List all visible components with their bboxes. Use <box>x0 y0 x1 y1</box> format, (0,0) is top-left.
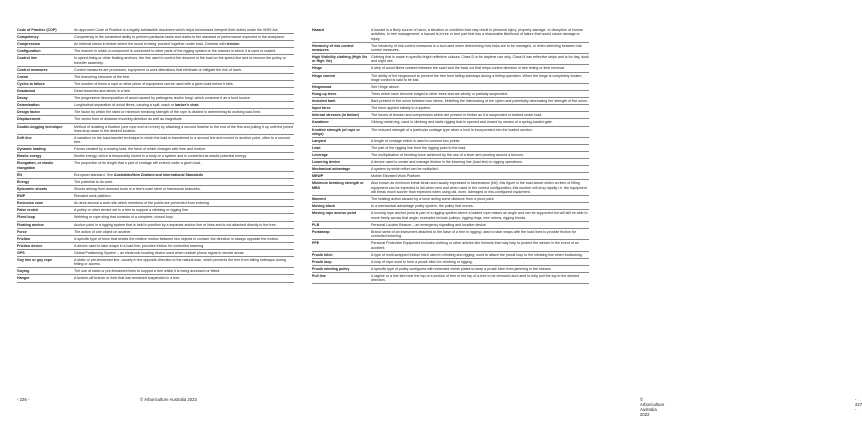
definition-text: A device used to create and manage friction in the lowering line (load line) in rigging operations. <box>371 160 523 165</box>
glossary-definition <box>74 269 294 273</box>
glossary-definition <box>74 96 294 100</box>
glossary-row <box>17 160 294 171</box>
glossary-definition <box>74 258 294 267</box>
glossary-term: Hinge <box>312 66 322 71</box>
glossary-row <box>312 84 589 91</box>
definition-text: An approved Code of Practice is a legally admissible document which helps businesses interpret their duties under the WHS Act. <box>74 28 279 32</box>
glossary-term: EWP <box>17 194 26 199</box>
definition-text: An internal stress in timber where the wood is being 'pushed' together under load. Contrast with <box>74 42 226 47</box>
definition-text: A specific type of force that resists the relative motion between two objects in contact; the direction is always opposite the motion. <box>74 236 280 241</box>
glossary-term: Hung-up trees <box>312 92 337 97</box>
definition-emphasis: tension <box>226 42 240 47</box>
glossary-term: Moment <box>312 197 326 202</box>
glossary-row <box>17 186 294 193</box>
glossary-row <box>312 273 589 284</box>
glossary-row <box>312 105 589 112</box>
glossary-row <box>17 81 294 88</box>
definition-text: The vector form of distance involving direction as well as magnitude. <box>74 117 183 122</box>
glossary-term: Energy <box>17 179 30 184</box>
glossary-table-left <box>17 27 294 283</box>
glossary-definition <box>371 85 589 89</box>
glossary-row <box>312 145 589 152</box>
glossary-row <box>312 173 589 180</box>
left-page <box>0 0 300 424</box>
glossary-row <box>17 34 294 41</box>
glossary-term: Input force <box>312 106 331 111</box>
glossary-term: Fixed loop <box>17 215 35 220</box>
definition-text: The progressive decomposition of wood caused by pathogens and/or fungi, which consume it as a food source. <box>74 96 251 101</box>
glossary-definition <box>74 68 294 72</box>
glossary-definition <box>74 136 294 145</box>
definition-text: Dead branches and stems in a tree. <box>74 89 131 94</box>
glossary-row <box>312 196 589 203</box>
definition-text: Longitudinal separation of wood fibres, causing a split, crack or <box>74 103 175 108</box>
glossary-definition <box>74 251 294 255</box>
glossary-definition <box>74 215 294 219</box>
glossary-term: Prusik minding pulley <box>312 266 350 271</box>
glossary-term: Epicormic shoots <box>17 187 48 192</box>
glossary-definition <box>371 120 589 124</box>
glossary-row <box>312 259 589 266</box>
glossary-definition <box>74 187 294 191</box>
glossary-row <box>17 229 294 236</box>
definition-text: A tagline or a line tied near the top of a section of tree or the top of a tree to be removed and used to help pull the top in the desired direction. <box>371 273 580 283</box>
glossary-row <box>312 73 589 84</box>
glossary-row <box>17 207 294 214</box>
glossary-term: Control measures <box>17 67 48 72</box>
copyright-right: © Arboriculture Australia 2022 <box>640 397 665 417</box>
definition-text: Bark present in the union between two stems, inhibiting the interlocking of the xylem and potentially decreasing the strength of the union. <box>371 99 588 104</box>
definition-text: The proportion of its length that a part of cordage will extend under a given load. <box>74 161 202 166</box>
glossary-term: Decay <box>17 96 28 101</box>
glossary-row <box>17 48 294 55</box>
glossary-row <box>17 179 294 186</box>
glossary-term: PLB <box>312 222 320 227</box>
glossary-row <box>312 166 589 173</box>
glossary-term: Minimum breaking strength or MBS <box>312 181 364 190</box>
glossary-row <box>17 172 294 179</box>
definition-text: Kinetic energy, which is temporarily stored in a body or a system and is converted as elastic potential energy. <box>74 154 247 159</box>
glossary-term: Double-begging technique <box>17 124 63 129</box>
glossary-term: Compression <box>17 42 40 47</box>
definition-text: The potential to do work. <box>74 179 114 184</box>
glossary-row <box>17 193 294 200</box>
glossary-row <box>312 229 589 240</box>
glossary-row <box>312 138 589 145</box>
glossary-definition <box>74 147 294 151</box>
glossary-term: Competency <box>17 35 39 40</box>
glossary-row <box>17 55 294 66</box>
glossary-row <box>17 243 294 250</box>
glossary-row <box>312 112 589 119</box>
glossary-term: Leverage <box>312 153 328 158</box>
definition-text: The number of times a rope or other piece of equipment can be used with a given load before it fails. <box>74 81 234 86</box>
glossary-definition <box>74 276 294 280</box>
definition-text: A broken-off branch or limb that has remained suspended in a tree. <box>74 276 181 281</box>
glossary-term: Cycles to failure <box>17 81 45 86</box>
glossary-term: Guy line or guy rope <box>17 258 52 262</box>
glossary-definition <box>74 89 294 93</box>
glossary-definition <box>371 241 589 250</box>
definition-text: In a mechanical advantage pulley system, the pulley that moves. <box>371 204 474 209</box>
glossary-definition <box>74 201 294 205</box>
glossary-definition <box>371 99 589 103</box>
definition-text: A system by which effort can be multiplied. <box>371 167 439 172</box>
glossary-term: PPE <box>312 241 320 246</box>
glossary-row <box>17 236 294 243</box>
glossary-term: Force <box>17 229 27 234</box>
glossary-row <box>17 214 294 221</box>
glossary-term: Control line <box>17 56 37 61</box>
glossary-definition <box>74 75 294 79</box>
glossary-term: Elongation, or elastic elongation <box>17 161 54 170</box>
definition-text: A pulley or other device set in a tree to support a climbing or rigging line. <box>74 208 189 213</box>
glossary-table-right <box>312 27 589 284</box>
definition-text: A type of multi-wrapped friction hitch used in climbing and rigging; used to attach the prusik loop to the climbing line when footlocking. <box>371 252 583 257</box>
glossary-row <box>17 88 294 95</box>
definition-text: Control measures are processes, equipment or work alterations that eliminate or mitigate the risk of harm. <box>74 67 242 72</box>
glossary-term: Configuration <box>17 49 41 54</box>
glossary-definition <box>74 154 294 158</box>
definition-text: Method of isolating a flowline (one rope end on a tree) by attaching a second flowline to the end of the first and pulling it up until the joined lines drop down in the desired location. <box>74 124 293 133</box>
glossary-definition <box>74 42 294 46</box>
glossary-definition <box>371 274 589 283</box>
glossary-term: GPS <box>17 250 25 255</box>
glossary-definition <box>371 74 589 83</box>
glossary-term: Elastic energy <box>17 154 42 159</box>
glossary-definition <box>371 160 589 164</box>
definition-text: Oblong metal ring, used in climbing and static rigging that is opened and closed by means of a spring-loaded gate. <box>371 120 553 125</box>
glossary-definition <box>371 44 589 53</box>
definition-text: A device used to take wraps in a load line; provides friction for controlled lowering. <box>74 243 205 248</box>
glossary-term: Delamination <box>17 103 40 108</box>
glossary-definition <box>371 66 589 70</box>
definition-text: A variation on the load-transfer technique in which the load is transferred to a second line and moved to another point, often to a second tree. <box>74 135 290 145</box>
glossary-term: Hingewood <box>312 84 332 89</box>
glossary-row <box>17 41 294 48</box>
definition-text: A specific type of pulley configured with extended cheek plates to keep a prusik hitch from jamming in the sheave. <box>371 266 552 271</box>
definition-text: Personal Locator Beacon – an emergency signalling and location device. <box>371 222 487 227</box>
glossary-definition <box>371 167 589 171</box>
glossary-definition <box>371 55 589 64</box>
definition-text: Forces created by a moving load, the force of which changes with time and motion. <box>74 147 206 152</box>
glossary-definition <box>74 49 294 53</box>
page-number-left: - 226 - <box>17 397 30 402</box>
definition-text: A hazard is a likely source of harm; a situation or condition that may result in personal injury, property damage, or disruption of human activities. In tree management, a hazard is a tree or tree part that has a reasonable likelihood of failure that would cause damage or injury. <box>371 28 584 41</box>
definition-text: The reduced strength of a particular cordage type when a knot is incorporated into the loaded section. <box>371 127 533 132</box>
glossary-definition <box>74 180 294 184</box>
glossary-row <box>312 210 589 221</box>
definition-text: A loop of rope used to form a prusik hitch for climbing or rigging. <box>371 259 473 264</box>
glossary-definition <box>74 223 294 227</box>
glossary-row <box>17 95 294 102</box>
glossary-term: Code of Practice (COP) <box>17 28 57 32</box>
glossary-term: Moving block <box>312 204 335 209</box>
glossary-term: Hierarchy of risk control measures <box>312 43 354 52</box>
glossary-term: Lead <box>312 146 321 150</box>
glossary-term: Hanger <box>17 276 30 281</box>
definition-text: The twisting action caused by a force acting some distance from a pivot point. <box>371 197 495 202</box>
definition-text: The hierarchy of risk control measures is a tool used when determining how risks are to be managed, or when selecting between risk control measures. <box>371 43 582 52</box>
glossary-row <box>312 127 589 138</box>
definition-text: A moving rope anchor point is part of a rigging system where a loaded rope makes an angle and can be supported but will still be able to move freely across that angle; examples include pulleys, rigging rings, tree unions, rigging blocks. <box>371 211 588 220</box>
definition-emphasis: Australian/New Zealand and International Standards <box>113 172 204 177</box>
glossary-definition <box>371 197 589 201</box>
glossary-definition <box>74 103 294 107</box>
glossary-row <box>17 27 294 34</box>
definition-text: In speed-lining or other floating anchors, the line used to control the descent of the load on the speed-line and to remove the pulley or traveller assembly. <box>74 56 286 65</box>
glossary-term: Prusik loop <box>312 259 332 264</box>
glossary-term: Prusik hitch <box>312 252 333 257</box>
glossary-term: Hazard <box>312 28 324 32</box>
glossary-definition <box>371 106 589 110</box>
glossary-definition <box>74 56 294 65</box>
glossary-term: Guying <box>17 269 30 274</box>
glossary-row <box>17 102 294 109</box>
glossary-definition <box>74 230 294 234</box>
glossary-definition <box>371 28 589 41</box>
definition-text: See Hinge above. <box>371 84 400 89</box>
definition-text: Brand name of an instrument attached to the base of a tree in rigging; used to take wraps with the load lines to provide friction for controlled lowering. <box>371 229 576 239</box>
glossary-row <box>17 146 294 153</box>
glossary-definition <box>371 204 589 208</box>
glossary-row <box>312 54 589 65</box>
right-page <box>300 0 862 424</box>
glossary-definition <box>74 35 294 39</box>
glossary-term: Included bark <box>312 99 336 104</box>
glossary-definition <box>371 267 589 271</box>
glossary-term: Design factor <box>17 110 40 115</box>
glossary-definition <box>371 113 589 117</box>
glossary-term: MEWP <box>312 174 324 179</box>
glossary-term: Crown <box>17 74 29 79</box>
glossary-row <box>17 135 294 146</box>
glossary-definition <box>371 153 589 157</box>
glossary-definition <box>74 173 294 177</box>
glossary-row <box>17 74 294 81</box>
glossary-term: Pull line <box>312 273 326 278</box>
glossary-row <box>17 116 294 123</box>
glossary-term: Knotted strength (of rope or slings) <box>312 127 360 136</box>
glossary-definition <box>371 211 589 220</box>
glossary-definition <box>371 260 589 264</box>
definition-text: Webbing or rope sling that consists of a complete, closed loop. <box>74 215 174 220</box>
definition-text: Competency is the consistent ability to perform particular tasks and duties to the standard of performance expected in the workplace. <box>74 35 285 40</box>
glossary-definition <box>371 174 589 178</box>
glossary-term: Friction device <box>17 243 43 248</box>
glossary-definition <box>74 194 294 198</box>
glossary-row <box>17 275 294 282</box>
definition-text: The action of one object on another. <box>74 229 132 234</box>
glossary-definition <box>371 139 589 143</box>
glossary-row <box>17 124 294 135</box>
glossary-row <box>17 250 294 257</box>
glossary-row <box>17 109 294 116</box>
glossary-term: Friction <box>17 236 31 241</box>
glossary-definition <box>371 181 589 194</box>
definition-text: Global Positioning System – an electronic locating device used when outside phone signal in remote areas. <box>74 250 245 255</box>
definition-text: A length of cordage which is used to connect two points. <box>371 138 461 143</box>
definition-text: A static or pre-tensioned line, usually in the opposite direction to the natural lean, which prevents the tree from falling sideways during felling or access. <box>74 258 286 267</box>
glossary-row <box>312 65 589 72</box>
glossary-definition <box>74 125 294 134</box>
definition-text: The branching structure of the tree. <box>74 74 131 79</box>
glossary-row <box>312 252 589 259</box>
glossary-term: Moving rope anchor point <box>312 211 357 216</box>
glossary-row <box>312 203 589 210</box>
definition-text: A strip of wood fibres created between the scarf and the back cut that helps control direction in tree felling or limb removal. <box>371 66 565 71</box>
definition-text: The force applied initially to a system. <box>371 106 431 111</box>
definition-text: Elevated work platform. <box>74 194 112 199</box>
glossary-definition <box>74 117 294 121</box>
glossary-definition <box>74 82 294 86</box>
glossary-definition <box>74 237 294 241</box>
glossary-term: Drift line <box>17 135 32 140</box>
definition-text: Also known as minimum break strain and usually expressed in kilonewtons (kN), this figure is the load above which an item of lifting equipment can be expected to fail when new and when used in the correct configuration; this number will drop rapidly i.e. the equipment will break much sooner than expected when using old, worn, damaged or mis-configured equipment. <box>371 181 587 195</box>
glossary-definition <box>74 161 294 165</box>
definition-text: Trees which have become lodged in other trees and are wholly or partially suspended. <box>371 92 508 97</box>
definition-text: Clothing that is made in specific bright reflective colours. Class D is for daytime use only, Class N has reflective strips and is for day, dusk and night use. <box>371 55 589 64</box>
glossary-row <box>312 159 589 166</box>
glossary-row <box>17 257 294 268</box>
glossary-definition <box>371 253 589 257</box>
glossary-row <box>312 180 589 196</box>
glossary-row <box>312 98 589 105</box>
glossary-row <box>17 268 294 275</box>
glossary-row <box>312 222 589 229</box>
glossary-row <box>312 43 589 54</box>
glossary-term: Karabiner <box>312 120 329 125</box>
definition-text: The part of the rigging line from the rigging point to the load. <box>371 146 467 150</box>
glossary-term: Lowering device <box>312 160 341 165</box>
glossary-definition <box>371 128 589 132</box>
glossary-row <box>312 119 589 126</box>
glossary-term: Mechanical advantage <box>312 167 351 172</box>
glossary-definition <box>74 28 294 32</box>
glossary-row <box>17 67 294 74</box>
definition-text: The multiplication of bending force achieved by the use of a lever arm pivoting around a fulcrum. <box>371 153 525 158</box>
definition-text: Shoots arising from dormant buds in a tree's main stem or framework branches. <box>74 187 201 192</box>
glossary-term: Hinge control <box>312 73 336 78</box>
glossary-term: High Visibility clothing (High Vis or High Viz) <box>312 55 368 64</box>
glossary-term: Internal stresses (in timber) <box>312 113 360 118</box>
glossary-definition <box>371 223 589 227</box>
definition-text: The forces of tension and compression which are present in timber as it is suspended or twisted under load. <box>371 113 543 118</box>
glossary-term: Exclusion zone <box>17 201 44 206</box>
glossary-definition <box>371 146 589 150</box>
definition-text: The use of static or pre-tensioned lines to support a tree whilst it is being accessed or felled. <box>74 269 221 274</box>
glossary-term: Displacement <box>17 117 41 122</box>
glossary-term: Dynamic loading <box>17 147 46 152</box>
glossary-term: Floating anchor <box>17 222 44 227</box>
definition-text: The factor by which the rated or minimum breaking strength of the rope is divided in determining its working load limit. <box>74 110 261 115</box>
glossary-row <box>17 200 294 207</box>
definition-text: An area around a work site which members of the public are prevented from entering. <box>74 201 210 206</box>
glossary-row <box>312 27 589 43</box>
definition-text: European standard. See <box>74 172 113 177</box>
glossary-row <box>312 266 589 273</box>
glossary-term: False crotch <box>17 208 39 213</box>
copyright-left: © Arboriculture Australia 2022 <box>140 397 197 402</box>
definition-emphasis: barber's chair <box>175 103 199 108</box>
glossary-definition <box>371 230 589 239</box>
glossary-row <box>17 153 294 160</box>
glossary-row <box>312 152 589 159</box>
page-number-right: - 227 - <box>855 397 862 412</box>
glossary-row <box>312 91 589 98</box>
definition-text: The ability of the hingewood to prevent the tree from falling sideways during a felling operation. When the hinge is completely broken hinge control is said to be lost. <box>371 73 582 82</box>
glossary-definition <box>371 92 589 96</box>
glossary-definition <box>74 208 294 212</box>
definition-text: Personal Protective Equipment includes clothing or other articles like helmets that may help to protect the wearer in the event of an accident. <box>371 241 579 250</box>
glossary-row <box>17 222 294 229</box>
glossary-row <box>312 240 589 251</box>
glossary-definition <box>74 244 294 248</box>
glossary-term: Lanyard <box>312 138 326 143</box>
glossary-term: Portawrap <box>312 229 330 234</box>
glossary-definition <box>74 110 294 114</box>
glossary-term: Deadwood <box>17 89 36 94</box>
definition-text: Anchor point in a rigging system that is held in position by a separate anchor line or lines and is not attached directly to the tree. <box>74 222 277 227</box>
definition-text: The manner in which a component is connected to other parts of the rigging system or the manner in which it is used or loaded. <box>74 49 277 54</box>
definition-text: Mobile Elevated Work Platform. <box>371 174 422 179</box>
glossary-term: EN <box>17 172 22 177</box>
